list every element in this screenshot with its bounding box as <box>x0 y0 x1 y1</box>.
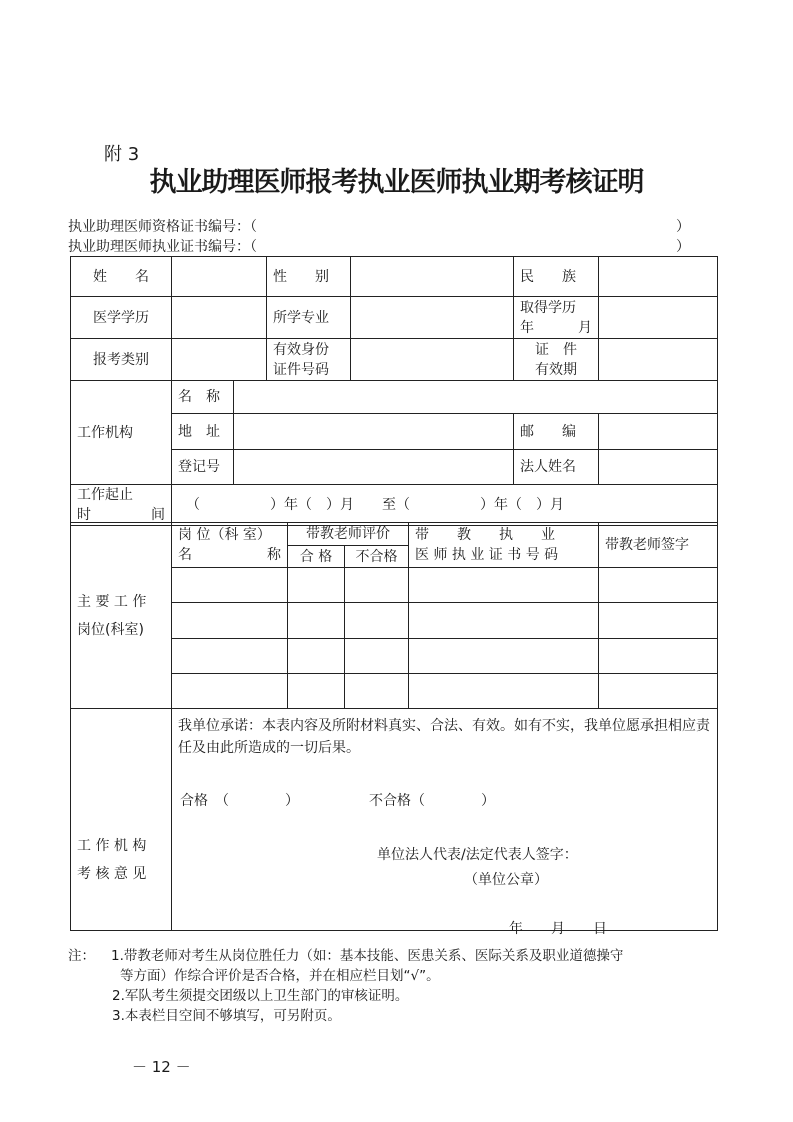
legal-person-label: 法人姓名 <box>514 450 599 485</box>
ethnicity-field[interactable] <box>599 257 718 297</box>
education-label: 医学学历 <box>71 297 172 339</box>
ethnicity-label: 民 族 <box>514 257 599 297</box>
close-paren: ） <box>676 239 690 255</box>
cert-cell[interactable] <box>409 603 599 639</box>
cert-header-1: 带 教 执 业 <box>415 527 555 543</box>
edu-date-label-1: 取得学历 <box>520 299 576 316</box>
postcode-label: 邮 编 <box>514 414 599 450</box>
org-name-label: 名 称 <box>172 381 234 414</box>
fail-cell[interactable] <box>345 674 409 709</box>
id-label-2: 证件号码 <box>273 361 329 378</box>
id-validity-label <box>514 339 599 381</box>
year-label: 年 <box>520 319 534 336</box>
fail-cell[interactable] <box>345 568 409 603</box>
pledge-text: 我单位承诺：本表内容及所附材料真实、合法、有效。如有不实，我单位愿承担相应责任及由此所造成的一切后果。 <box>178 718 710 756</box>
notes <box>68 946 728 1026</box>
note-2: 2.军队考生须提交团级以上卫生部门的审核证明。 <box>112 988 409 1004</box>
seal-label: （单位公章） <box>464 872 548 888</box>
dept-header-2b: 称 <box>267 547 281 563</box>
qualification-cert-number-label: 执业助理医师资格证书编号：（ <box>68 219 257 235</box>
note-1b: 等方面）作综合评价是否合格，并在相应栏目划“√”。 <box>120 968 440 984</box>
validity-label-2: 有效期 <box>535 361 577 378</box>
signature-cell[interactable] <box>599 603 718 639</box>
work-period-label-2b: 间 <box>151 507 165 523</box>
signature-cell[interactable] <box>599 639 718 674</box>
education-field[interactable] <box>172 297 267 339</box>
positions-label <box>71 523 172 709</box>
edu-date-field[interactable] <box>599 297 718 339</box>
dept-header-2a: 名 <box>178 547 192 563</box>
work-period-label-2a: 时 <box>77 507 91 523</box>
fail-cell[interactable] <box>345 603 409 639</box>
cert-number-col-header <box>409 523 599 568</box>
dept-col-header <box>172 523 288 568</box>
month-label: 月 <box>578 319 592 336</box>
license-number-label: 执业助理医师执业证书编号：（ <box>68 239 257 255</box>
cert-cell[interactable] <box>409 568 599 603</box>
note-3: 3.本表栏目空间不够填写，可另附页。 <box>112 1008 341 1024</box>
close-paren: ） <box>676 219 690 235</box>
org-name-field[interactable] <box>234 381 718 414</box>
name-field[interactable] <box>172 257 267 297</box>
org-address-field[interactable] <box>234 414 514 450</box>
signature-cell[interactable] <box>599 568 718 603</box>
id-number-label <box>267 339 351 381</box>
work-period-field[interactable]: （ ）年（ ）月 至（ ）年（ ）月 <box>172 485 718 526</box>
review-label <box>71 709 172 931</box>
fail-option[interactable]: 不合格（ ） <box>369 793 495 809</box>
dept-cell[interactable] <box>172 568 288 603</box>
organization-table <box>70 380 718 526</box>
name-label: 姓 名 <box>71 257 172 297</box>
validity-label-1: 证 件 <box>535 341 577 358</box>
review-table <box>70 708 718 937</box>
page-title: 执业助理医师报考执业医师执业期考核证明 <box>149 167 644 198</box>
gender-field[interactable] <box>351 257 514 297</box>
edu-date-label <box>514 297 599 339</box>
gender-label: 性 别 <box>267 257 351 297</box>
dept-header-1: 岗 位（科 室） <box>178 527 271 543</box>
positions-table <box>70 522 718 709</box>
id-number-field[interactable] <box>351 339 514 381</box>
reg-number-field[interactable] <box>234 450 514 485</box>
pass-col-header: 合 格 <box>288 546 345 568</box>
exam-type-field[interactable] <box>172 339 267 381</box>
dept-cell[interactable] <box>172 603 288 639</box>
annex-label: 附 3 <box>104 144 140 165</box>
postcode-field[interactable] <box>599 414 718 450</box>
review-field[interactable] <box>172 709 718 937</box>
pass-cell[interactable] <box>288 639 345 674</box>
notes-prefix: 注： <box>68 948 95 964</box>
fail-col-header: 不合格 <box>345 546 409 568</box>
positions-label-2: 岗位(科室) <box>77 621 144 638</box>
signature-col-header: 带教老师签字 <box>599 523 718 568</box>
basic-info-table <box>70 256 718 381</box>
date-label: 年 月 日 <box>509 921 607 937</box>
reg-number-label: 登记号 <box>172 450 234 485</box>
dept-cell[interactable] <box>172 674 288 709</box>
pass-cell[interactable] <box>288 603 345 639</box>
organization-label: 工作机构 <box>71 381 172 485</box>
cert-cell[interactable] <box>409 639 599 674</box>
work-period-label-1: 工作起止 <box>77 487 133 503</box>
qualification-cert-number-line <box>68 216 690 236</box>
note-1a: 1.带教老师对考生从岗位胜任力（如：基本技能、医患关系、医际关系及职业道德操守 <box>111 948 624 964</box>
cert-header-2: 医 师 执 业 证 书 号 码 <box>415 547 559 563</box>
page-number: － 12 － <box>132 1058 191 1076</box>
signature-cell[interactable] <box>599 674 718 709</box>
pass-cell[interactable] <box>288 568 345 603</box>
pass-option[interactable]: 合格 （ ） <box>180 793 299 809</box>
work-period-label <box>71 485 172 526</box>
signature-label: 单位法人代表/法定代表人签字： <box>377 847 578 863</box>
id-validity-field[interactable] <box>599 339 718 381</box>
license-number-line <box>68 236 690 256</box>
major-label: 所学专业 <box>267 297 351 339</box>
positions-label-1: 主 要 工 作 <box>77 593 147 610</box>
major-field[interactable] <box>351 297 514 339</box>
org-address-label: 地 址 <box>172 414 234 450</box>
review-label-2: 考 核 意 见 <box>77 865 147 882</box>
review-label-1: 工 作 机 构 <box>77 837 147 854</box>
cert-cell[interactable] <box>409 674 599 709</box>
legal-person-field[interactable] <box>599 450 718 485</box>
fail-cell[interactable] <box>345 639 409 674</box>
id-label-1: 有效身份 <box>273 341 329 358</box>
exam-type-label: 报考类别 <box>71 339 172 381</box>
evaluation-col-header: 带教老师评价 <box>288 523 409 546</box>
pass-cell[interactable] <box>288 674 345 709</box>
dept-cell[interactable] <box>172 639 288 674</box>
